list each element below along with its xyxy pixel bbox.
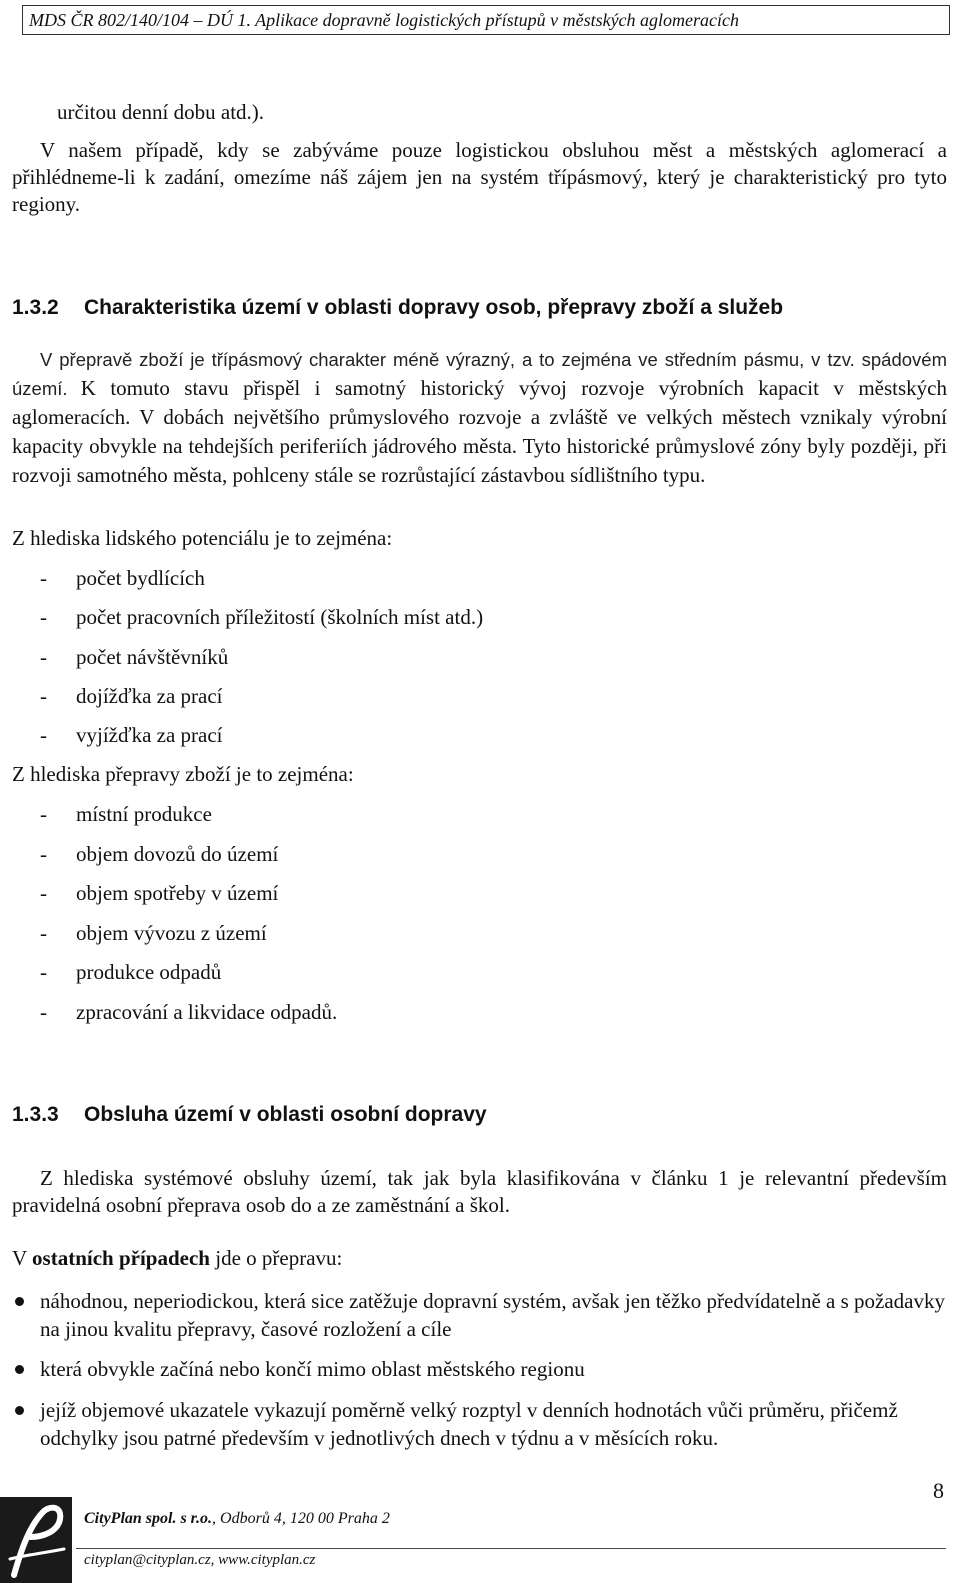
cityplan-logo-icon [0,1497,72,1583]
list-item: - místní produkce [40,802,212,826]
list-item: - vyjížďka za prací [40,723,223,747]
footer-divider [76,1548,946,1549]
other-cases-line: V ostatních případech jde o přepravu: [12,1246,343,1270]
section-1-3-2-paragraph: V přepravě zboží je třípásmový charakter méně výrazný, a to zejména ve středním pásmu, v tzv. spádovém území. K tomuto stavu přispěl i samotný historický vývoj rozvoje výrobních kapacit v městských aglomeracích. V dobách největšího průmyslového rozvoje a zvláště ve velkých městech vznikaly výrobní kapacity obvykle na tehdejších periferiích jádrového města. Tyto historické průmyslové zóny byly později, při rozvoji samotného města, pohlceny stále se rozrůstající zástavbou sídlištního typu. [12,349,947,487]
section-title: Charakteristika území v oblasti dopravy osob, přepravy zboží a služeb [84,296,784,319]
footer-contact: cityplan@cityplan.cz, www.cityplan.cz [84,1552,316,1568]
list-item: - počet pracovních příležitostí (školních míst atd.) [40,605,484,629]
section-number: 1.3.2 [12,296,59,319]
list-item: - počet bydlících [40,566,205,590]
list-item: - produkce odpadů [40,960,222,984]
bullet-dot-icon [15,1297,24,1306]
list-item: - dojížďka za prací [40,684,223,708]
bullet-dot-icon [15,1406,24,1415]
page-number: 8 [933,1478,944,1503]
section-heading-1-3-2 [12,296,947,320]
goods-intro: Z hlediska přepravy zboží je to zejména: [12,762,354,786]
list-item: - zpracování a likvidace odpadů. [40,1000,338,1024]
section-title: Obsluha území v oblasti osobní dopravy [84,1103,487,1126]
people-intro: Z hlediska lidského potenciálu je to zejména: [12,526,393,550]
bullet-dot-icon [15,1365,24,1374]
list-item: - objem vývozu z území [40,921,267,945]
intro-paragraph: V našem případě, kdy se zabýváme pouze logistickou obsluhou měst a městských aglomerací a přihlédneme-li k zadání, omezíme náš zájem jen na systém třípásmový, který je charakteristický pro tyto regiony. [12,138,947,216]
list-item: - počet návštěvníků [40,645,229,669]
bullet-item: která obvykle začíná nebo končí mimo oblast městského regionu [12,1355,947,1383]
section-number: 1.3.3 [12,1103,59,1126]
list-item: - objem dovozů do území [40,842,279,866]
other-cases-bold: ostatních případech [32,1246,210,1270]
footer-company: CityPlan spol. s r.o., Odborů 4, 120 00 Praha 2 [84,1510,390,1527]
continuation-line: určitou denní dobu atd.). [57,100,265,124]
section-heading-1-3-3 [12,1103,947,1127]
running-header: MDS ČR 802/140/104 – DÚ 1. Aplikace dopravně logistických přístupů v městských aglomeracích [22,5,950,35]
bullet-item: jejíž objemové ukazatele vykazují poměrně velký rozptyl v denních hodnotách vůči průměru, přičemž odchylky jsou patrné především v jednotlivých dnech v týdnu a v měsících roku. [12,1396,947,1452]
list-item: - objem spotřeby v území [40,881,279,905]
section-1-3-3-paragraph: Z hlediska systémové obsluhy území, tak jak byla klasifikována v článku 1 je relevantní především pravidelná osobní přeprava osob do a ze zaměstnání a škol. [12,1166,947,1217]
bullet-item: náhodnou, neperiodickou, která sice zatěžuje dopravní systém, avšak jen těžko předvídatelně a s požadavky na jinou kvalitu přepravy, časové rozložení a cíle [12,1287,947,1343]
